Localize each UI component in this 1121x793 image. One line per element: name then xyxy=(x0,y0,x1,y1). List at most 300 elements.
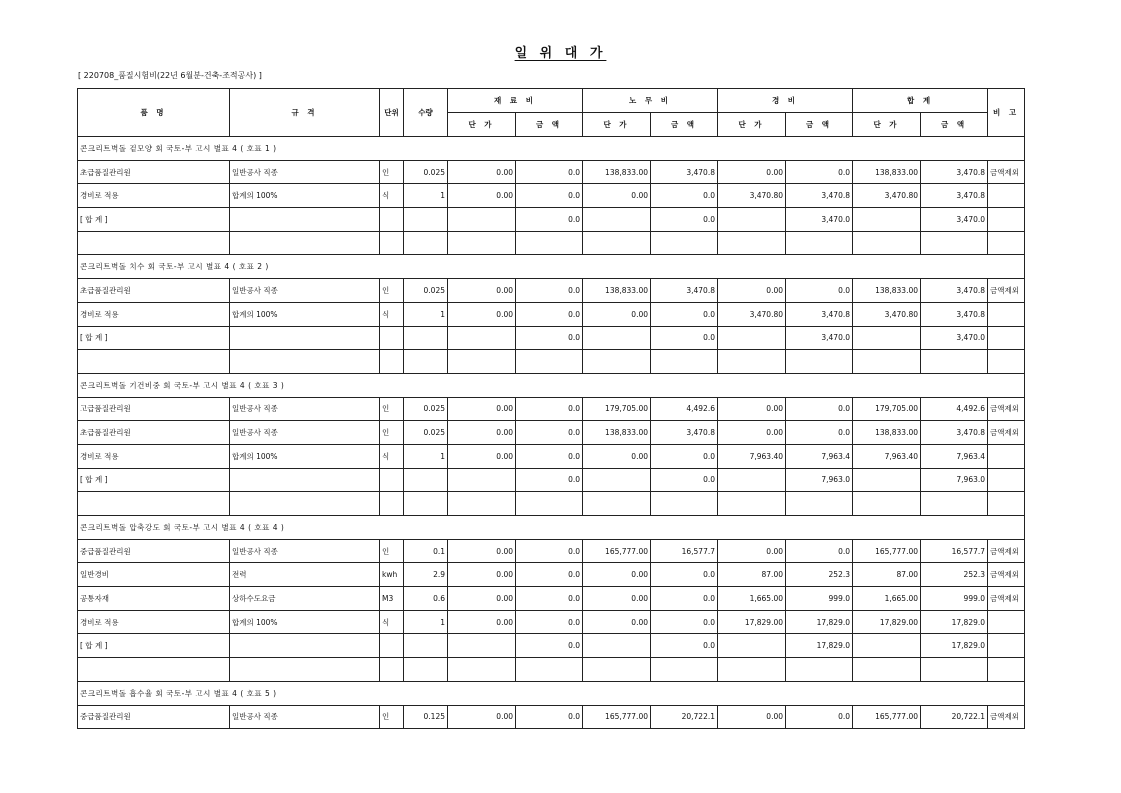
material-amount-cell: 0.0 xyxy=(516,563,583,587)
labor-unit-price-cell: 165,777.00 xyxy=(583,539,651,563)
labor-unit-price-cell: 0.00 xyxy=(583,563,651,587)
total-amount-cell: 17,829.0 xyxy=(921,610,988,634)
section-title: 콘크리트벽돌 흡수율 회 국토-부 고시 별표 4 ( 호표 5 ) xyxy=(78,681,1025,705)
sum-label-cell: [ 합 계 ] xyxy=(78,326,230,350)
material-unit-price-cell: 0.00 xyxy=(448,421,516,445)
labor-unit-price-cell: 0.00 xyxy=(583,610,651,634)
section-sum-row xyxy=(78,468,1025,492)
unit-cell: 식 xyxy=(380,610,404,634)
header-total: 합 계 xyxy=(853,89,988,113)
material-unit-price-cell: 0.00 xyxy=(448,279,516,303)
total-unit-price-cell: 138,833.00 xyxy=(853,279,921,303)
expense-amount-cell: 3,470.8 xyxy=(786,302,853,326)
remark-cell: 금액제외 xyxy=(988,279,1025,303)
total-unit-price-cell: 87.00 xyxy=(853,563,921,587)
empty-cell xyxy=(78,658,230,682)
table-row xyxy=(78,421,1025,445)
unit-cell: 식 xyxy=(380,302,404,326)
expense-unit-price-cell: 0.00 xyxy=(718,421,786,445)
empty-cell xyxy=(230,350,380,374)
empty-cell xyxy=(853,658,921,682)
total-unit-price-cell: 17,829.00 xyxy=(853,610,921,634)
sum-total-amount-cell: 3,470.0 xyxy=(921,208,988,232)
table-row xyxy=(78,539,1025,563)
spec-cell: 합계의 100% xyxy=(230,444,380,468)
item-name-cell: 중급품질관리원 xyxy=(78,539,230,563)
item-name-cell: 경비로 적용 xyxy=(78,610,230,634)
quantity-cell: 1 xyxy=(404,610,448,634)
empty-cell xyxy=(380,350,404,374)
total-unit-price-cell: 1,665.00 xyxy=(853,587,921,611)
empty-cell xyxy=(853,208,921,232)
remark-cell: 금액제외 xyxy=(988,587,1025,611)
sum-total-amount-cell: 7,963.0 xyxy=(921,468,988,492)
labor-amount-cell: 3,470.8 xyxy=(651,421,718,445)
table-row xyxy=(78,563,1025,587)
total-amount-cell: 999.0 xyxy=(921,587,988,611)
material-unit-price-cell: 0.00 xyxy=(448,563,516,587)
empty-cell xyxy=(78,350,230,374)
labor-amount-cell: 4,492.6 xyxy=(651,397,718,421)
page-title xyxy=(0,42,1121,61)
unit-cell: M3 xyxy=(380,587,404,611)
unit-cell: 식 xyxy=(380,184,404,208)
table-row xyxy=(78,705,1025,729)
sum-expense-amount-cell: 3,470.0 xyxy=(786,208,853,232)
remark-cell xyxy=(988,184,1025,208)
section-sum-row xyxy=(78,208,1025,232)
table-row xyxy=(78,397,1025,421)
material-amount-cell: 0.0 xyxy=(516,587,583,611)
spacer-row xyxy=(78,231,1025,255)
empty-cell xyxy=(718,208,786,232)
expense-amount-cell: 3,470.8 xyxy=(786,184,853,208)
total-unit-price-cell: 138,833.00 xyxy=(853,160,921,184)
total-unit-price-cell: 3,470.80 xyxy=(853,184,921,208)
empty-cell xyxy=(583,468,651,492)
header-labor-unit-price: 단 가 xyxy=(583,113,651,137)
empty-cell xyxy=(380,492,404,516)
empty-cell xyxy=(583,231,651,255)
empty-cell xyxy=(448,634,516,658)
empty-cell xyxy=(651,350,718,374)
empty-cell xyxy=(988,492,1025,516)
labor-unit-price-cell: 0.00 xyxy=(583,587,651,611)
labor-amount-cell: 0.0 xyxy=(651,444,718,468)
remark-cell: 금액제외 xyxy=(988,705,1025,729)
remark-cell: 금액제외 xyxy=(988,563,1025,587)
quantity-cell: 0.025 xyxy=(404,421,448,445)
header-total-amount: 금 액 xyxy=(921,113,988,137)
empty-cell xyxy=(921,658,988,682)
material-amount-cell: 0.0 xyxy=(516,539,583,563)
sum-expense-amount-cell: 17,829.0 xyxy=(786,634,853,658)
material-unit-price-cell: 0.00 xyxy=(448,444,516,468)
section-sum-row xyxy=(78,326,1025,350)
material-unit-price-cell: 0.00 xyxy=(448,160,516,184)
empty-cell xyxy=(448,350,516,374)
empty-cell xyxy=(718,492,786,516)
table-row xyxy=(78,160,1025,184)
item-name-cell: 중급품질관리원 xyxy=(78,705,230,729)
empty-cell xyxy=(853,468,921,492)
labor-amount-cell: 0.0 xyxy=(651,610,718,634)
spec-cell: 일반공사 직종 xyxy=(230,160,380,184)
remark-cell: 금액제외 xyxy=(988,539,1025,563)
quantity-cell: 0.025 xyxy=(404,279,448,303)
total-unit-price-cell: 3,470.80 xyxy=(853,302,921,326)
unit-cell: 인 xyxy=(380,539,404,563)
empty-cell xyxy=(404,658,448,682)
empty-cell xyxy=(718,326,786,350)
empty-cell xyxy=(404,326,448,350)
empty-cell xyxy=(583,350,651,374)
spec-cell: 일반공사 직종 xyxy=(230,421,380,445)
empty-cell xyxy=(230,658,380,682)
remark-cell: 금액제외 xyxy=(988,421,1025,445)
header-item: 품 명 xyxy=(78,89,230,137)
table-body xyxy=(78,137,1025,729)
sum-label-cell: [ 합 계 ] xyxy=(78,634,230,658)
quantity-cell: 2.9 xyxy=(404,563,448,587)
expense-unit-price-cell: 0.00 xyxy=(718,539,786,563)
header-labor-amount: 금 액 xyxy=(651,113,718,137)
empty-cell xyxy=(404,208,448,232)
remark-cell xyxy=(988,610,1025,634)
expense-unit-price-cell: 0.00 xyxy=(718,397,786,421)
item-name-cell: 경비로 적용 xyxy=(78,184,230,208)
total-amount-cell: 3,470.8 xyxy=(921,184,988,208)
empty-cell xyxy=(404,468,448,492)
material-unit-price-cell: 0.00 xyxy=(448,397,516,421)
header-qty: 수량 xyxy=(404,89,448,137)
section-title-row xyxy=(78,137,1025,161)
material-unit-price-cell: 0.00 xyxy=(448,302,516,326)
spec-cell: 전력 xyxy=(230,563,380,587)
spec-cell: 합계의 100% xyxy=(230,302,380,326)
empty-cell xyxy=(786,231,853,255)
empty-cell xyxy=(230,468,380,492)
expense-amount-cell: 0.0 xyxy=(786,705,853,729)
material-amount-cell: 0.0 xyxy=(516,421,583,445)
section-title-row xyxy=(78,373,1025,397)
sum-material-amount-cell: 0.0 xyxy=(516,634,583,658)
header-remark: 비 고 xyxy=(988,89,1025,137)
item-name-cell: 초급품질관리원 xyxy=(78,160,230,184)
sum-label-cell: [ 합 계 ] xyxy=(78,208,230,232)
empty-cell xyxy=(651,492,718,516)
empty-cell xyxy=(230,326,380,350)
empty-cell xyxy=(988,231,1025,255)
labor-unit-price-cell: 0.00 xyxy=(583,184,651,208)
header-material-unit-price: 단 가 xyxy=(448,113,516,137)
empty-cell xyxy=(380,208,404,232)
empty-cell xyxy=(718,350,786,374)
item-name-cell: 공통자재 xyxy=(78,587,230,611)
sum-material-amount-cell: 0.0 xyxy=(516,208,583,232)
spec-cell: 일반공사 직종 xyxy=(230,397,380,421)
quantity-cell: 1 xyxy=(404,302,448,326)
item-name-cell: 초급품질관리원 xyxy=(78,279,230,303)
spec-cell: 일반공사 직종 xyxy=(230,279,380,303)
material-amount-cell: 0.0 xyxy=(516,397,583,421)
header-expense-unit-price: 단 가 xyxy=(718,113,786,137)
labor-amount-cell: 3,470.8 xyxy=(651,279,718,303)
labor-unit-price-cell: 165,777.00 xyxy=(583,705,651,729)
empty-cell xyxy=(380,634,404,658)
spec-cell: 합계의 100% xyxy=(230,610,380,634)
labor-unit-price-cell: 179,705.00 xyxy=(583,397,651,421)
empty-cell xyxy=(583,326,651,350)
spacer-row xyxy=(78,492,1025,516)
table-row xyxy=(78,587,1025,611)
empty-cell xyxy=(988,208,1025,232)
section-title-row xyxy=(78,516,1025,540)
expense-amount-cell: 0.0 xyxy=(786,279,853,303)
header-total-unit-price: 단 가 xyxy=(853,113,921,137)
spec-cell: 일반공사 직종 xyxy=(230,705,380,729)
material-amount-cell: 0.0 xyxy=(516,302,583,326)
expense-amount-cell: 252.3 xyxy=(786,563,853,587)
total-amount-cell: 7,963.4 xyxy=(921,444,988,468)
empty-cell xyxy=(921,231,988,255)
remark-cell: 금액제외 xyxy=(988,397,1025,421)
empty-cell xyxy=(988,634,1025,658)
expense-unit-price-cell: 0.00 xyxy=(718,279,786,303)
empty-cell xyxy=(988,658,1025,682)
section-title: 콘크리트벽돌 치수 회 국토-부 고시 별표 4 ( 호표 2 ) xyxy=(78,255,1025,279)
sum-expense-amount-cell: 3,470.0 xyxy=(786,326,853,350)
remark-cell xyxy=(988,444,1025,468)
expense-amount-cell: 0.0 xyxy=(786,160,853,184)
sum-labor-amount-cell: 0.0 xyxy=(651,468,718,492)
material-amount-cell: 0.0 xyxy=(516,279,583,303)
empty-cell xyxy=(230,492,380,516)
spacer-row xyxy=(78,350,1025,374)
unit-cell: 식 xyxy=(380,444,404,468)
item-name-cell: 일반경비 xyxy=(78,563,230,587)
empty-cell xyxy=(853,492,921,516)
total-unit-price-cell: 138,833.00 xyxy=(853,421,921,445)
labor-unit-price-cell: 138,833.00 xyxy=(583,279,651,303)
item-name-cell: 경비로 적용 xyxy=(78,444,230,468)
expense-unit-price-cell: 87.00 xyxy=(718,563,786,587)
material-unit-price-cell: 0.00 xyxy=(448,610,516,634)
total-unit-price-cell: 165,777.00 xyxy=(853,705,921,729)
total-amount-cell: 3,470.8 xyxy=(921,279,988,303)
header-spec: 규 격 xyxy=(230,89,380,137)
quantity-cell: 0.025 xyxy=(404,160,448,184)
empty-cell xyxy=(718,468,786,492)
empty-cell xyxy=(718,658,786,682)
labor-amount-cell: 0.0 xyxy=(651,184,718,208)
empty-cell xyxy=(583,658,651,682)
spec-cell: 상하수도요금 xyxy=(230,587,380,611)
empty-cell xyxy=(786,658,853,682)
empty-cell xyxy=(583,634,651,658)
empty-cell xyxy=(516,231,583,255)
table-header xyxy=(78,89,1025,137)
sum-expense-amount-cell: 7,963.0 xyxy=(786,468,853,492)
empty-cell xyxy=(921,492,988,516)
empty-cell xyxy=(448,208,516,232)
item-name-cell: 경비로 적용 xyxy=(78,302,230,326)
expense-unit-price-cell: 0.00 xyxy=(718,705,786,729)
expense-amount-cell: 999.0 xyxy=(786,587,853,611)
total-amount-cell: 20,722.1 xyxy=(921,705,988,729)
labor-unit-price-cell: 0.00 xyxy=(583,302,651,326)
material-unit-price-cell: 0.00 xyxy=(448,539,516,563)
expense-amount-cell: 7,963.4 xyxy=(786,444,853,468)
sum-labor-amount-cell: 0.0 xyxy=(651,208,718,232)
labor-amount-cell: 20,722.1 xyxy=(651,705,718,729)
empty-cell xyxy=(786,350,853,374)
empty-cell xyxy=(448,468,516,492)
empty-cell xyxy=(230,634,380,658)
header-expense-amount: 금 액 xyxy=(786,113,853,137)
page-title-text: 일 위 대 가 xyxy=(514,46,607,61)
section-title-row xyxy=(78,255,1025,279)
labor-amount-cell: 3,470.8 xyxy=(651,160,718,184)
quantity-cell: 0.025 xyxy=(404,397,448,421)
empty-cell xyxy=(448,326,516,350)
section-title: 콘크리트벽돌 기건비중 회 국토-부 고시 별표 4 ( 호표 3 ) xyxy=(78,373,1025,397)
section-title: 콘크리트벽돌 압축강도 회 국토-부 고시 별표 4 ( 호표 4 ) xyxy=(78,516,1025,540)
quantity-cell: 1 xyxy=(404,184,448,208)
empty-cell xyxy=(404,350,448,374)
empty-cell xyxy=(853,326,921,350)
empty-cell xyxy=(404,231,448,255)
item-name-cell: 초급품질관리원 xyxy=(78,421,230,445)
empty-cell xyxy=(448,658,516,682)
expense-amount-cell: 0.0 xyxy=(786,539,853,563)
empty-cell xyxy=(853,350,921,374)
sum-material-amount-cell: 0.0 xyxy=(516,468,583,492)
sum-total-amount-cell: 3,470.0 xyxy=(921,326,988,350)
section-title: 콘크리트벽돌 겉모양 회 국토-부 고시 별표 4 ( 호표 1 ) xyxy=(78,137,1025,161)
table-row xyxy=(78,444,1025,468)
material-unit-price-cell: 0.00 xyxy=(448,705,516,729)
empty-cell xyxy=(853,634,921,658)
total-amount-cell: 4,492.6 xyxy=(921,397,988,421)
empty-cell xyxy=(516,350,583,374)
section-sum-row xyxy=(78,634,1025,658)
empty-cell xyxy=(230,231,380,255)
material-amount-cell: 0.0 xyxy=(516,184,583,208)
labor-amount-cell: 0.0 xyxy=(651,587,718,611)
expense-unit-price-cell: 1,665.00 xyxy=(718,587,786,611)
empty-cell xyxy=(404,492,448,516)
unit-cell: 인 xyxy=(380,160,404,184)
table-row xyxy=(78,302,1025,326)
empty-cell xyxy=(404,634,448,658)
spec-cell: 합계의 100% xyxy=(230,184,380,208)
empty-cell xyxy=(853,231,921,255)
material-amount-cell: 0.0 xyxy=(516,610,583,634)
table-row xyxy=(78,610,1025,634)
header-material-amount: 금 액 xyxy=(516,113,583,137)
empty-cell xyxy=(786,492,853,516)
header-material: 재 료 비 xyxy=(448,89,583,113)
unit-cell: 인 xyxy=(380,397,404,421)
labor-amount-cell: 16,577.7 xyxy=(651,539,718,563)
item-name-cell: 고급품질관리원 xyxy=(78,397,230,421)
labor-unit-price-cell: 138,833.00 xyxy=(583,160,651,184)
total-unit-price-cell: 179,705.00 xyxy=(853,397,921,421)
total-unit-price-cell: 165,777.00 xyxy=(853,539,921,563)
total-amount-cell: 16,577.7 xyxy=(921,539,988,563)
remark-cell xyxy=(988,302,1025,326)
total-unit-price-cell: 7,963.40 xyxy=(853,444,921,468)
total-amount-cell: 252.3 xyxy=(921,563,988,587)
header-unit: 단위 xyxy=(380,89,404,137)
quantity-cell: 0.6 xyxy=(404,587,448,611)
empty-cell xyxy=(380,658,404,682)
table-row xyxy=(78,279,1025,303)
empty-cell xyxy=(583,208,651,232)
expense-unit-price-cell: 0.00 xyxy=(718,160,786,184)
expense-amount-cell: 17,829.0 xyxy=(786,610,853,634)
spacer-row xyxy=(78,658,1025,682)
total-amount-cell: 3,470.8 xyxy=(921,302,988,326)
sum-labor-amount-cell: 0.0 xyxy=(651,634,718,658)
document-subtitle: [ 220708_품질시험비(22년 6월분-건축-조적공사) ] xyxy=(78,71,262,80)
expense-unit-price-cell: 3,470.80 xyxy=(718,302,786,326)
quantity-cell: 1 xyxy=(404,444,448,468)
empty-cell xyxy=(651,231,718,255)
material-amount-cell: 0.0 xyxy=(516,444,583,468)
expense-amount-cell: 0.0 xyxy=(786,421,853,445)
empty-cell xyxy=(516,492,583,516)
unit-cell: 인 xyxy=(380,421,404,445)
labor-amount-cell: 0.0 xyxy=(651,563,718,587)
labor-amount-cell: 0.0 xyxy=(651,302,718,326)
total-amount-cell: 3,470.8 xyxy=(921,160,988,184)
unit-price-table xyxy=(77,88,1025,729)
empty-cell xyxy=(380,468,404,492)
empty-cell xyxy=(718,634,786,658)
sum-labor-amount-cell: 0.0 xyxy=(651,326,718,350)
empty-cell xyxy=(78,492,230,516)
empty-cell xyxy=(988,350,1025,374)
labor-unit-price-cell: 138,833.00 xyxy=(583,421,651,445)
empty-cell xyxy=(921,350,988,374)
empty-cell xyxy=(988,468,1025,492)
remark-cell: 금액제외 xyxy=(988,160,1025,184)
expense-unit-price-cell: 17,829.00 xyxy=(718,610,786,634)
empty-cell xyxy=(230,208,380,232)
material-unit-price-cell: 0.00 xyxy=(448,587,516,611)
table-row xyxy=(78,184,1025,208)
empty-cell xyxy=(718,231,786,255)
labor-unit-price-cell: 0.00 xyxy=(583,444,651,468)
quantity-cell: 0.1 xyxy=(404,539,448,563)
header-labor: 노 무 비 xyxy=(583,89,718,113)
expense-unit-price-cell: 3,470.80 xyxy=(718,184,786,208)
total-amount-cell: 3,470.8 xyxy=(921,421,988,445)
quantity-cell: 0.125 xyxy=(404,705,448,729)
expense-unit-price-cell: 7,963.40 xyxy=(718,444,786,468)
header-expense: 경 비 xyxy=(718,89,853,113)
empty-cell xyxy=(78,231,230,255)
empty-cell xyxy=(448,492,516,516)
section-title-row xyxy=(78,681,1025,705)
sum-material-amount-cell: 0.0 xyxy=(516,326,583,350)
empty-cell xyxy=(448,231,516,255)
empty-cell xyxy=(583,492,651,516)
unit-cell: 인 xyxy=(380,279,404,303)
empty-cell xyxy=(516,658,583,682)
